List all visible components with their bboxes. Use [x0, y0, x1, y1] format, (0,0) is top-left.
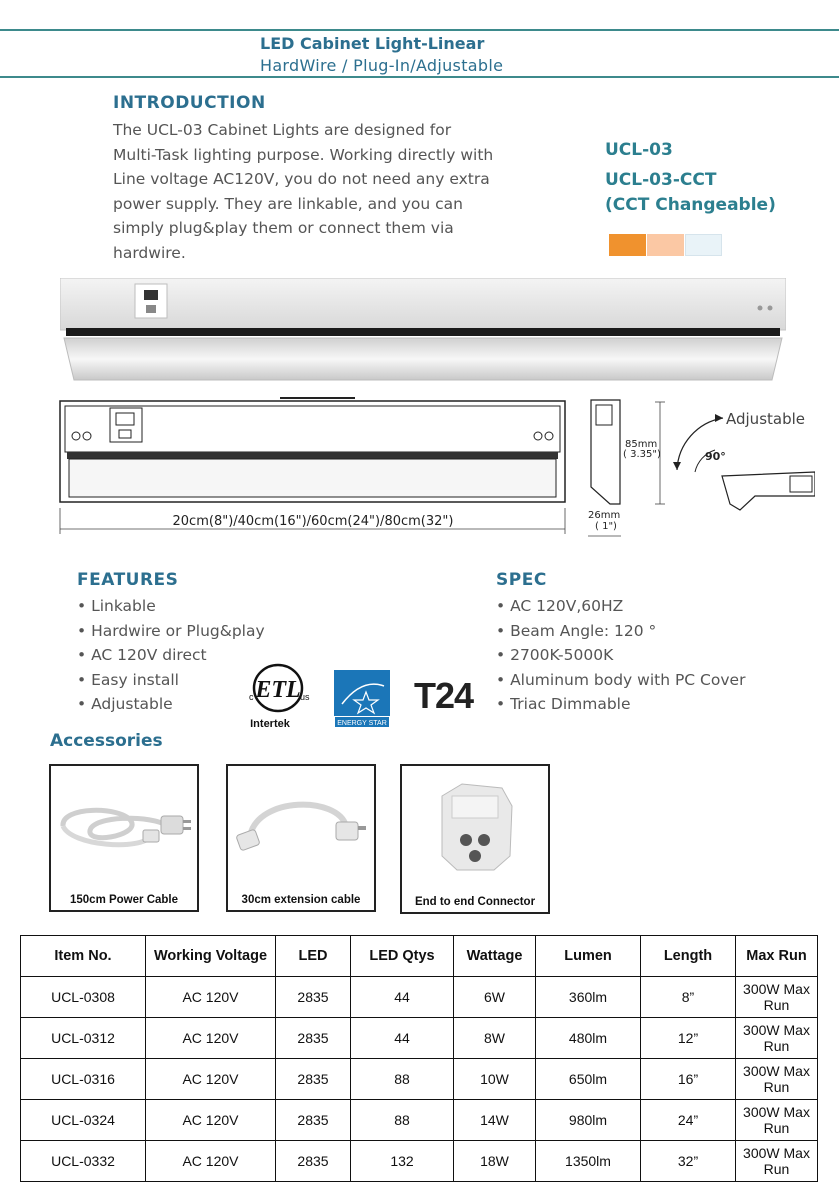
svg-text:ENERGY STAR: ENERGY STAR	[337, 720, 387, 727]
table-cell: 650lm	[536, 1059, 641, 1100]
table-cell: 18W	[454, 1141, 536, 1182]
introduction-heading: INTRODUCTION	[113, 93, 266, 113]
table-cell: 8”	[641, 977, 736, 1018]
table-cell: 24”	[641, 1100, 736, 1141]
table-cell: 300W Max Run	[736, 1100, 818, 1141]
svg-text:us: us	[300, 692, 310, 702]
table-cell: UCL-0332	[21, 1141, 146, 1182]
cct-swatch-cool	[685, 234, 722, 256]
feature-item: • Hardwire or Plug&play	[77, 619, 265, 644]
product-photo	[60, 278, 786, 382]
table-cell: 360lm	[536, 977, 641, 1018]
table-cell: 44	[351, 977, 454, 1018]
accessories-heading: Accessories	[50, 731, 163, 751]
feature-item: • Easy install	[77, 668, 265, 693]
spec-item: • Beam Angle: 120 °	[496, 619, 745, 644]
table-cell: 10W	[454, 1059, 536, 1100]
spec-item: • Aluminum body with PC Cover	[496, 668, 745, 693]
introduction-text	[113, 118, 543, 265]
header-top-rule	[0, 29, 839, 31]
technical-drawing	[55, 392, 815, 542]
connector-image	[402, 766, 548, 888]
model-ucl-03-cct: UCL-03-CCT	[605, 170, 717, 190]
model-cct-note: (CCT Changeable)	[605, 195, 776, 215]
cct-swatch-warm	[609, 234, 646, 256]
column-header: Item No.	[21, 936, 146, 977]
table-cell: 2835	[276, 1141, 351, 1182]
table-row	[21, 1018, 818, 1059]
accessory-connector	[400, 764, 550, 914]
table-cell: 300W Max Run	[736, 1018, 818, 1059]
cct-swatch-neutral	[647, 234, 684, 256]
accessory-extension-cable	[226, 764, 376, 912]
power-cable-image	[51, 766, 197, 886]
features-heading: FEATURES	[77, 570, 179, 590]
table-cell: UCL-0324	[21, 1100, 146, 1141]
table-cell: 2835	[276, 977, 351, 1018]
table-cell: UCL-0312	[21, 1018, 146, 1059]
intro-line: The UCL-03 Cabinet Lights are designed for	[113, 121, 452, 139]
height-dimension-inch: ( 3.35")	[623, 449, 661, 460]
table-cell: 12”	[641, 1018, 736, 1059]
table-cell: AC 120V	[146, 1141, 276, 1182]
intro-line: hardwire.	[113, 243, 186, 262]
table-cell: 2835	[276, 1059, 351, 1100]
features-list	[77, 594, 265, 717]
table-cell: AC 120V	[146, 1100, 276, 1141]
column-header: LED	[276, 936, 351, 977]
length-dimension-label: 20cm(8")/40cm(16")/60cm(24")/80cm(32")	[172, 514, 454, 529]
depth-dimension-inch: ( 1")	[595, 521, 617, 532]
column-header: Max Run	[736, 936, 818, 977]
column-header: Working Voltage	[146, 936, 276, 977]
table-cell: 6W	[454, 977, 536, 1018]
table-cell: 16”	[641, 1059, 736, 1100]
spec-item: • AC 120V,60HZ	[496, 594, 745, 619]
intro-line: Multi-Task lighting purpose. Working directly with	[113, 145, 494, 164]
column-header: Lumen	[536, 936, 641, 977]
feature-item: • Adjustable	[77, 692, 265, 717]
page-title: LED Cabinet Light-Linear	[260, 34, 485, 53]
svg-text:ETL: ETL	[255, 677, 301, 703]
table-cell: 2835	[276, 1018, 351, 1059]
svg-text:c: c	[249, 692, 254, 702]
svg-text:Intertek: Intertek	[250, 718, 290, 730]
table-cell: 32”	[641, 1141, 736, 1182]
table-header-row	[21, 936, 818, 977]
table-cell: 132	[351, 1141, 454, 1182]
column-header: LED Qtys	[351, 936, 454, 977]
table-cell: 1350lm	[536, 1141, 641, 1182]
table-cell: AC 120V	[146, 1059, 276, 1100]
table-cell: 300W Max Run	[736, 977, 818, 1018]
table-cell: AC 120V	[146, 977, 276, 1018]
spec-table	[20, 935, 818, 1182]
feature-item: • Linkable	[77, 594, 265, 619]
table-cell: 44	[351, 1018, 454, 1059]
table-cell: 480lm	[536, 1018, 641, 1059]
column-header: Length	[641, 936, 736, 977]
table-row	[21, 1141, 818, 1182]
spec-list	[496, 594, 745, 717]
intro-line: power supply. They are linkable, and you can	[113, 194, 463, 213]
column-header: Wattage	[454, 936, 536, 977]
table-cell: 2835	[276, 1100, 351, 1141]
spec-heading: SPEC	[496, 570, 547, 590]
t24-mark: T24	[414, 675, 474, 716]
header-bottom-rule	[0, 76, 839, 78]
table-cell: 300W Max Run	[736, 1059, 818, 1100]
etl-listed-mark	[240, 660, 316, 732]
table-cell: 300W Max Run	[736, 1141, 818, 1182]
energy-star-logo	[334, 670, 390, 728]
spec-item: • Triac Dimmable	[496, 692, 745, 717]
angle-label: 90°	[705, 450, 726, 463]
table-row	[21, 1100, 818, 1141]
table-cell: 14W	[454, 1100, 536, 1141]
intro-line: Line voltage AC120V, you do not need any extra	[113, 170, 490, 188]
table-cell: UCL-0316	[21, 1059, 146, 1100]
table-cell: 8W	[454, 1018, 536, 1059]
table-cell: AC 120V	[146, 1018, 276, 1059]
height-dimension-label: 85mm	[625, 439, 658, 450]
page-subtitle: HardWire / Plug-In/Adjustable	[260, 56, 504, 75]
model-ucl-03: UCL-03	[605, 140, 673, 160]
table-row	[21, 1059, 818, 1100]
table-cell: 980lm	[536, 1100, 641, 1141]
table-cell: 88	[351, 1059, 454, 1100]
accessory-label: 30cm extension cable	[241, 894, 361, 906]
feature-item: • AC 120V direct	[77, 643, 265, 668]
table-row	[21, 977, 818, 1018]
extension-cable-image	[228, 766, 374, 886]
spec-item: • 2700K-5000K	[496, 643, 745, 668]
adjustable-label: Adjustable	[726, 410, 805, 428]
table-cell: UCL-0308	[21, 977, 146, 1018]
table-cell: 88	[351, 1100, 454, 1141]
accessory-label: End to end Connector	[414, 896, 536, 908]
depth-dimension-label: 26mm	[588, 510, 621, 521]
intro-line: simply plug&play them or connect them via	[113, 219, 454, 237]
accessory-power-cable	[49, 764, 199, 912]
accessory-label: 150cm Power Cable	[69, 894, 179, 906]
